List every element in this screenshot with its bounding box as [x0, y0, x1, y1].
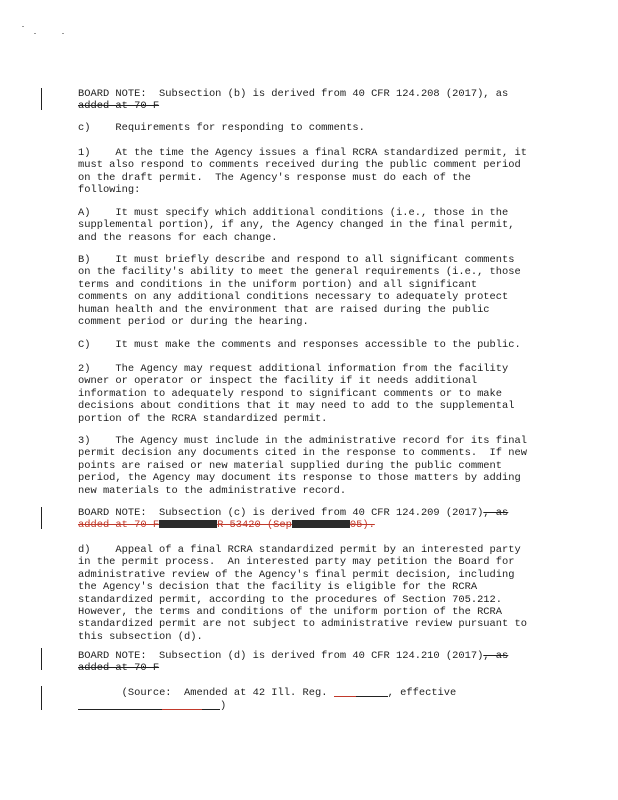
struck-text: added at 70 F: [78, 519, 160, 532]
scan-speck: [62, 33, 64, 34]
source-suffix: , effective: [387, 687, 457, 699]
paragraph-C: C) It must make the comments and responses accessible to the public.: [78, 339, 521, 351]
effective-date-blank-red: [162, 699, 202, 710]
scan-speck: [34, 33, 36, 34]
paragraph-2: 2) The Agency may request additional information from the facility owner or operator or inspect the facility if it needs additional information to adequately respond to significant comments or to make decisions about conditions that it may need to add to the supplemental portion of the RCRA standardized permit.: [78, 363, 515, 425]
subsection-c-heading: c) Requirements for responding to comments.: [78, 122, 365, 134]
reg-number-blank: [334, 686, 356, 697]
scan-speck: [22, 26, 24, 27]
source-prefix: (Source: Amended at 42 Ill. Reg.: [121, 687, 334, 699]
paragraph-B: B) It must briefly describe and respond to all significant comments on the facility's ability to meet the general requirements (i.e., those terms and conditions in the uniform portion) and all significant comments on any additional conditions necessary to adequately protect human health and the environment that are raised during the public comment period or during the hearing.: [78, 254, 521, 329]
struck-text: , as: [483, 650, 509, 662]
redaction-mark: [292, 520, 350, 528]
revision-bar: [41, 507, 42, 529]
reg-page-blank: [356, 686, 388, 697]
struck-text: added at 70 F: [78, 100, 160, 113]
source-end: ): [220, 700, 227, 713]
struck-text: added at 70 F: [78, 662, 160, 675]
revision-bar: [41, 686, 42, 710]
board-note-c: [78, 507, 548, 532]
board-note-text: BOARD NOTE: Subsection (c) is derived from 40 CFR 124.209 (2017): [78, 507, 484, 519]
paragraph-3: 3) The Agency must include in the administrative record for its final permit decision any documents cited in the response to comments. If new points are raised or new material supplied during the public comment period, the Agency may document its response to those matters by adding new materials to the administrative record.: [78, 435, 527, 497]
redaction-mark: [159, 520, 217, 528]
effective-date-blank-end: [202, 699, 220, 710]
source-note: [78, 686, 548, 713]
board-note-text: BOARD NOTE: Subsection (b) is derived from 40 CFR 124.208 (2017), as: [78, 88, 509, 100]
paragraph-d: d) Appeal of a final RCRA standardized permit by an interested party in the permit process. An interested party may petition the Board for administrative review of the Agency's final permit decision, including the Agency's decision that the facility is eligible for the RCRA standardized permit, according to the procedures of Section 705.212. However, the terms and conditions of the uniform portion of the RCRA standardized permit are not subject to administrative review pursuant to this subsection (d).: [78, 544, 527, 643]
board-note-text: BOARD NOTE: Subsection (d) is derived from 40 CFR 124.210 (2017): [78, 650, 484, 662]
paragraph-A: A) It must specify which additional conditions (i.e., those in the supplemental portion), if any, the Agency changed in the final permit, and the reasons for each change.: [78, 207, 515, 244]
board-note-d: [78, 650, 548, 675]
struck-text: R 53420 (Sep: [217, 519, 292, 532]
struck-text: , as: [483, 507, 509, 519]
struck-text: 05).: [349, 519, 375, 532]
revision-bar: [41, 648, 42, 670]
paragraph-1: 1) At the time the Agency issues a final RCRA standardized permit, it must also respond to comments received during the public comment period on the draft permit. The Agency's response must do each of the following:: [78, 147, 527, 197]
revision-bar: [41, 88, 42, 110]
effective-date-blank: [78, 699, 162, 710]
board-note-b: [78, 88, 548, 113]
